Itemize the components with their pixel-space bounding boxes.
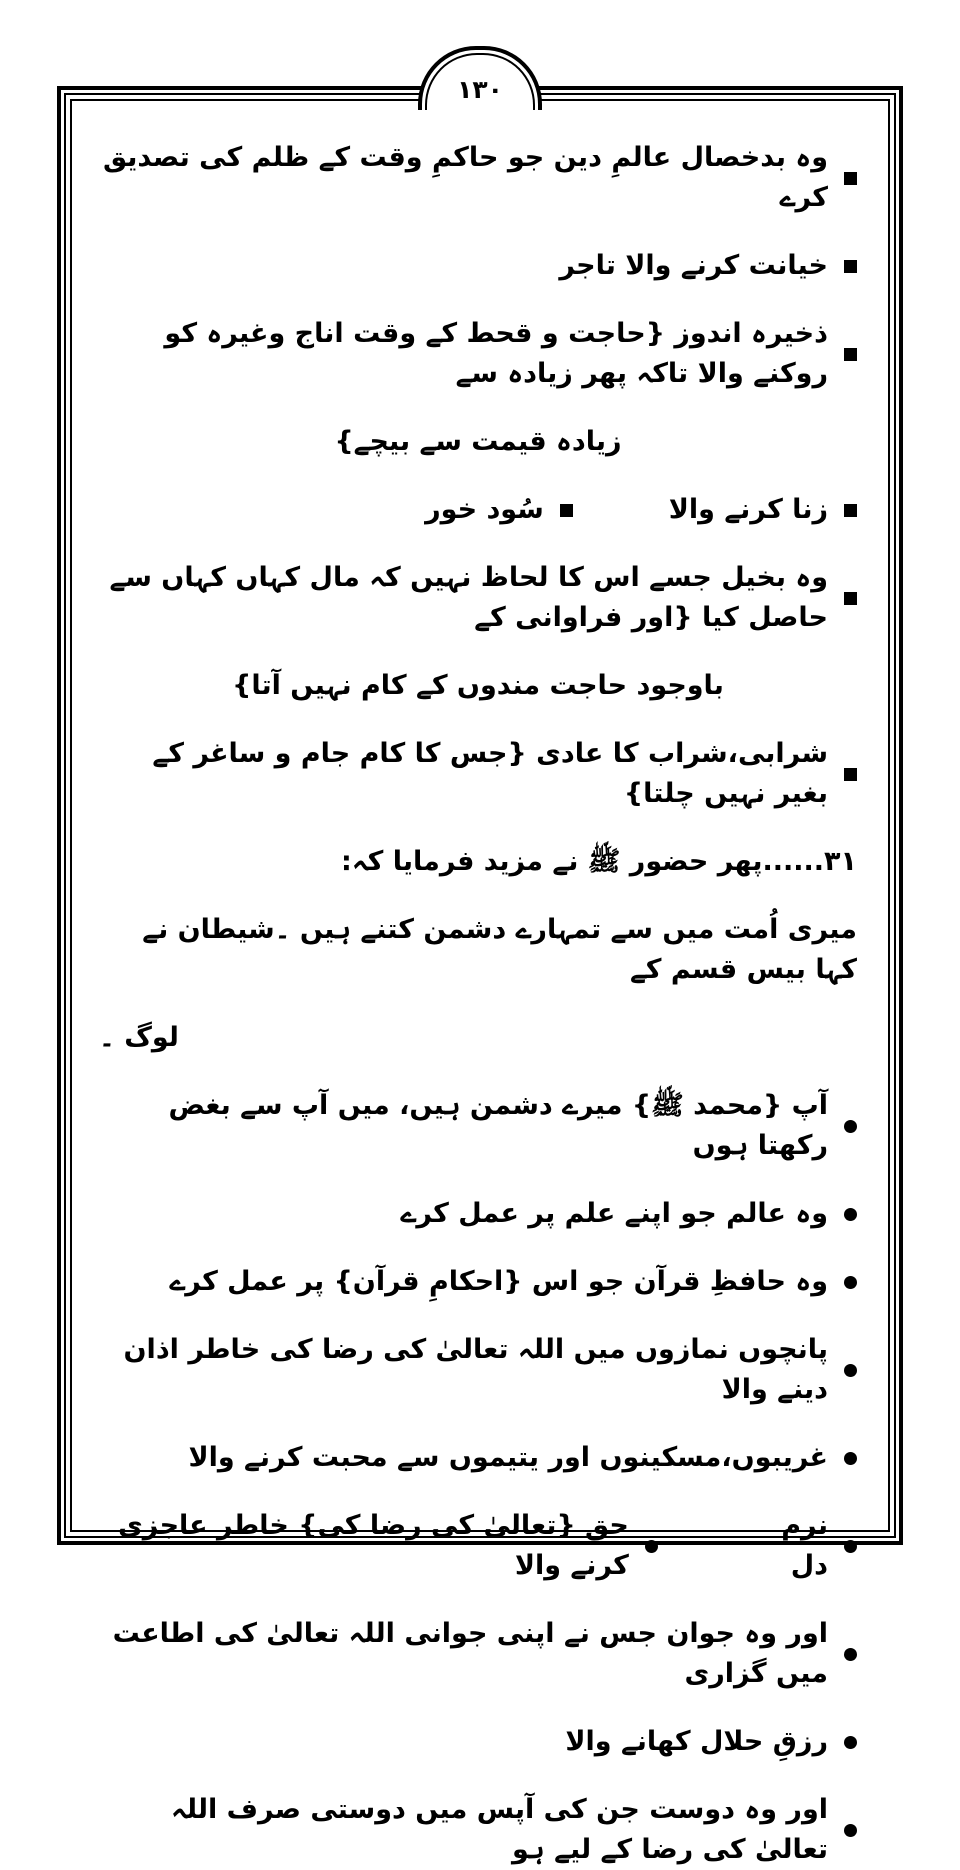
square-bullet-icon bbox=[844, 504, 857, 517]
list-item bbox=[99, 1506, 658, 1586]
round-bullet-icon bbox=[844, 1824, 857, 1837]
line-text: خیانت کرنے والا تاجر bbox=[559, 250, 828, 281]
line-text: زیادہ قیمت سے بیچے} bbox=[334, 426, 622, 457]
line-text: رزقِ حلال کھانے والا bbox=[565, 1726, 828, 1757]
line-text: وہ بدخصال عالمِ دین جو حاکمِ وقت کے ظلم کی تصدیق کرے bbox=[102, 142, 828, 213]
text-line bbox=[99, 1018, 857, 1058]
list-item bbox=[99, 1790, 857, 1870]
line-text: وہ عالم جو اپنے علم پر عمل کرے bbox=[400, 1198, 828, 1229]
page-number-ornament bbox=[418, 46, 542, 110]
line-text: وہ بخیل جسے اس کا لحاظ نہیں کہ مال کہاں کہاں سے حاصل کیا {اور فراوانی کے bbox=[109, 562, 828, 633]
line-text: لوگ ۔ bbox=[99, 1022, 179, 1053]
round-bullet-icon bbox=[645, 1540, 658, 1553]
text-line bbox=[99, 666, 857, 706]
text-line bbox=[99, 842, 857, 882]
list-item-pair bbox=[99, 490, 857, 530]
square-bullet-icon bbox=[844, 348, 857, 361]
line-text: اور وہ جوان جس نے اپنی جوانی اللہ تعالیٰ کی اطاعت میں گزاری bbox=[112, 1618, 828, 1689]
list-item bbox=[99, 1722, 857, 1762]
round-bullet-icon bbox=[844, 1736, 857, 1749]
round-bullet-icon bbox=[844, 1208, 857, 1221]
line-text: وہ حافظِ قرآن جو اس {احکامِ قرآن} پر عمل کرے bbox=[169, 1266, 828, 1297]
line-text: سُود خور bbox=[425, 494, 544, 525]
line-text: اور وہ دوست جن کی آپس میں دوستی صرف اللہ تعالیٰ کی رضا کے لیے ہو bbox=[171, 1794, 828, 1865]
square-bullet-icon bbox=[844, 768, 857, 781]
round-bullet-icon bbox=[844, 1452, 857, 1465]
list-item bbox=[99, 558, 857, 638]
line-text: میری اُمت میں سے تمہارے دشمن کتنے ہیں ۔شیطان نے کہا بیس قسم کے bbox=[142, 914, 857, 985]
round-bullet-icon bbox=[844, 1648, 857, 1661]
line-text: باوجود حاجت مندوں کے کام نہیں آتا} bbox=[232, 670, 724, 701]
line-text: آپ {محمد ﷺ} میرے دشمن ہیں، میں آپ سے بغض رکھتا ہوں bbox=[168, 1090, 828, 1161]
square-bullet-icon bbox=[844, 172, 857, 185]
list-item bbox=[99, 246, 857, 286]
line-text: پانچوں نمازوں میں اللہ تعالیٰ کی رضا کی خاطر اذان دینے والا bbox=[123, 1334, 828, 1405]
round-bullet-icon bbox=[844, 1120, 857, 1133]
list-item bbox=[425, 490, 573, 530]
list-item bbox=[99, 1614, 857, 1694]
list-item bbox=[99, 1438, 857, 1478]
square-bullet-icon bbox=[844, 260, 857, 273]
list-item bbox=[99, 1086, 857, 1166]
list-item bbox=[99, 314, 857, 394]
text-content bbox=[73, 112, 887, 1865]
line-text: ۳۱......پھر حضور ﷺ نے مزید فرمایا کہ: bbox=[341, 846, 857, 877]
square-bullet-icon bbox=[560, 504, 573, 517]
list-item bbox=[99, 138, 857, 218]
line-text: نرم دل bbox=[781, 1510, 828, 1581]
text-line bbox=[99, 910, 857, 990]
list-item-pair bbox=[99, 1506, 857, 1586]
line-text: حق {تعالیٰ کی رضا کی} خاطر عاجزی کرنے والا bbox=[118, 1510, 629, 1581]
page-number: ۱۳۰ bbox=[457, 75, 503, 104]
round-bullet-icon bbox=[844, 1276, 857, 1289]
list-item bbox=[99, 734, 857, 814]
line-text: زنا کرنے والا bbox=[668, 494, 828, 525]
list-item bbox=[754, 1506, 857, 1586]
list-item bbox=[99, 1262, 857, 1302]
list-item bbox=[669, 490, 857, 530]
line-text: شرابی،شراب کا عادی {جس کا کام جام و ساغر کے بغیر نہیں چلتا} bbox=[152, 738, 828, 809]
text-line bbox=[99, 422, 857, 462]
square-bullet-icon bbox=[844, 592, 857, 605]
list-item bbox=[99, 1194, 857, 1234]
line-text: غریبوں،مسکینوں اور یتیموں سے محبت کرنے والا bbox=[188, 1442, 828, 1473]
round-bullet-icon bbox=[844, 1540, 857, 1553]
line-text: ذخیرہ اندوز {حاجت و قحط کے وقت اناج وغیرہ کو روکنے والا تاکہ پھر زیادہ سے bbox=[164, 318, 828, 389]
round-bullet-icon bbox=[844, 1364, 857, 1377]
list-item bbox=[99, 1330, 857, 1410]
